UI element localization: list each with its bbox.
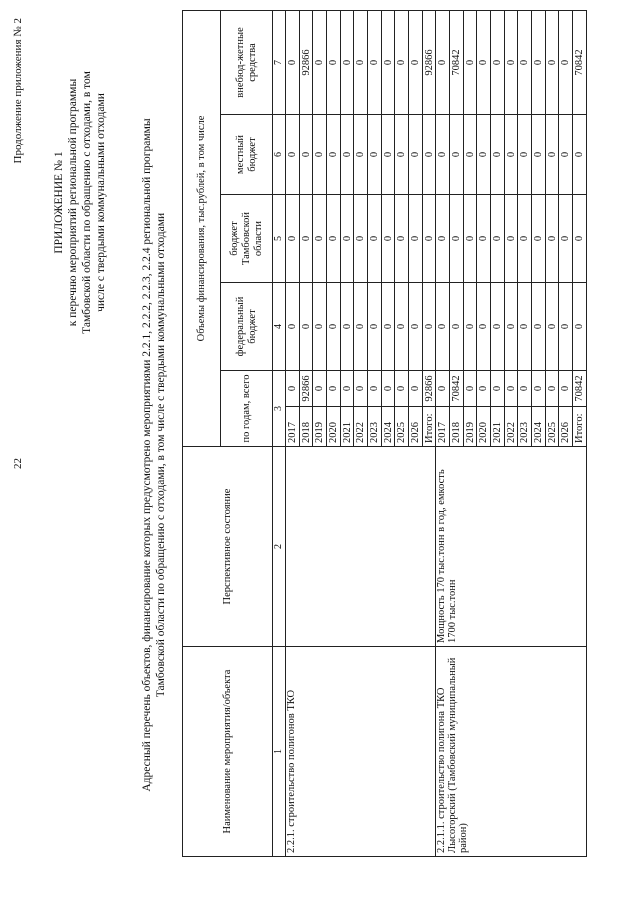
federal-cell: 0 — [491, 283, 505, 371]
regional-cell: 0 — [368, 195, 382, 283]
federal-cell: 0 — [299, 283, 313, 371]
regional-cell: 0 — [313, 195, 327, 283]
page-number: 22 — [12, 458, 24, 469]
local-cell: 0 — [340, 115, 354, 195]
year-cell: 2017 — [436, 407, 450, 447]
year-cell: Итого: — [573, 407, 587, 447]
local-cell: 0 — [477, 115, 491, 195]
federal-cell: 0 — [436, 283, 450, 371]
header-local: местный бюджет — [221, 115, 273, 195]
federal-cell: 0 — [477, 283, 491, 371]
local-cell: 0 — [491, 115, 505, 195]
federal-cell: 0 — [368, 283, 382, 371]
total-cell: 0 — [559, 371, 573, 407]
federal-cell: 0 — [463, 283, 477, 371]
heading-line: Тамбовской области по обращению с отходами, в том числе с твердыми коммунальными отходами — [155, 212, 167, 698]
year-cell: 2023 — [368, 407, 382, 447]
year-cell: Итого: — [422, 407, 436, 447]
federal-cell: 0 — [518, 283, 532, 371]
total-cell: 0 — [368, 371, 382, 407]
federal-cell: 0 — [340, 283, 354, 371]
extra-cell: 0 — [409, 10, 423, 114]
extra-cell: 0 — [368, 10, 382, 114]
federal-cell: 0 — [381, 283, 395, 371]
local-cell: 0 — [463, 115, 477, 195]
appendix-block — [52, 20, 108, 385]
total-cell: 0 — [463, 371, 477, 407]
federal-cell: 0 — [354, 283, 368, 371]
federal-cell: 0 — [504, 283, 518, 371]
year-cell: 2019 — [463, 407, 477, 447]
federal-cell: 0 — [559, 283, 573, 371]
extra-cell: 0 — [354, 10, 368, 114]
document-heading — [140, 45, 168, 865]
heading-line: Адресный перечень объектов, финансирование которых предусмотрено мероприятиями 2.2.1, 2.2.2, 2.2.3, 2.2.4 региональной программы — [141, 118, 153, 792]
local-cell: 0 — [559, 115, 573, 195]
regional-cell: 0 — [545, 195, 559, 283]
federal-cell: 0 — [545, 283, 559, 371]
year-cell: 2018 — [450, 407, 464, 447]
local-cell: 0 — [545, 115, 559, 195]
extra-cell: 0 — [395, 10, 409, 114]
year-cell: 2022 — [354, 407, 368, 447]
local-cell: 0 — [409, 115, 423, 195]
extra-cell: 0 — [545, 10, 559, 114]
local-cell: 0 — [395, 115, 409, 195]
index-cell: 5 — [273, 195, 286, 283]
regional-cell: 0 — [395, 195, 409, 283]
extra-cell: 0 — [286, 10, 300, 114]
regional-cell: 0 — [436, 195, 450, 283]
total-cell: 0 — [504, 371, 518, 407]
federal-cell: 0 — [532, 283, 546, 371]
funding-table — [182, 10, 587, 857]
regional-cell: 0 — [477, 195, 491, 283]
total-cell: 0 — [395, 371, 409, 407]
regional-cell: 0 — [299, 195, 313, 283]
year-cell: 2017 — [286, 407, 300, 447]
year-cell: 2021 — [491, 407, 505, 447]
total-cell: 0 — [313, 371, 327, 407]
year-cell: 2026 — [409, 407, 423, 447]
year-cell: 2018 — [299, 407, 313, 447]
extra-cell: 92866 — [299, 10, 313, 114]
extra-cell: 0 — [518, 10, 532, 114]
year-cell: 2026 — [559, 407, 573, 447]
federal-cell: 0 — [422, 283, 436, 371]
total-cell: 0 — [532, 371, 546, 407]
total-cell: 0 — [436, 371, 450, 407]
object-name: 2.2.1. строительство полигонов ТКО — [286, 647, 436, 857]
federal-cell: 0 — [395, 283, 409, 371]
total-cell: 0 — [354, 371, 368, 407]
header-funding: Объемы финансирования, тыс.рублей, в том числе — [183, 10, 221, 446]
regional-cell: 0 — [286, 195, 300, 283]
regional-cell: 0 — [504, 195, 518, 283]
year-cell: 2024 — [532, 407, 546, 447]
extra-cell: 70842 — [450, 10, 464, 114]
appendix-title: ПРИЛОЖЕНИЕ № 1 — [53, 151, 65, 254]
index-cell: 7 — [273, 10, 286, 114]
total-cell: 92866 — [422, 371, 436, 407]
table-row — [436, 10, 450, 856]
header-name: Наименование мероприятия/объекта — [183, 647, 273, 857]
regional-cell: 0 — [381, 195, 395, 283]
total-cell: 0 — [286, 371, 300, 407]
federal-cell: 0 — [409, 283, 423, 371]
header-regional: бюджет Тамбовской области — [221, 195, 273, 283]
regional-cell: 0 — [450, 195, 464, 283]
total-cell: 70842 — [573, 371, 587, 407]
extra-cell: 0 — [436, 10, 450, 114]
regional-cell: 0 — [532, 195, 546, 283]
total-cell: 0 — [491, 371, 505, 407]
continuation-note: Продолжение приложения № 2 — [12, 18, 24, 164]
regional-cell: 0 — [491, 195, 505, 283]
extra-cell: 0 — [477, 10, 491, 114]
header-extra: внебюд-жетные средства — [221, 10, 273, 114]
regional-cell: 0 — [518, 195, 532, 283]
total-cell: 92866 — [299, 371, 313, 407]
extra-cell: 0 — [504, 10, 518, 114]
year-cell: 2021 — [340, 407, 354, 447]
local-cell: 0 — [422, 115, 436, 195]
index-cell: 4 — [273, 283, 286, 371]
total-cell: 0 — [327, 371, 341, 407]
extra-cell: 0 — [327, 10, 341, 114]
total-cell: 0 — [381, 371, 395, 407]
local-cell: 0 — [327, 115, 341, 195]
total-cell: 0 — [477, 371, 491, 407]
index-cell: 3 — [273, 371, 286, 447]
local-cell: 0 — [368, 115, 382, 195]
regional-cell: 0 — [409, 195, 423, 283]
local-cell: 0 — [354, 115, 368, 195]
extra-cell: 92866 — [422, 10, 436, 114]
local-cell: 0 — [436, 115, 450, 195]
object-state: Мощность 170 тыс.тонн в год, емкость 1700 тыс.тонн — [436, 447, 587, 647]
appendix-line: Тамбовской области по обращению с отходами, в том — [81, 71, 93, 334]
regional-cell: 0 — [340, 195, 354, 283]
federal-cell: 0 — [450, 283, 464, 371]
table-body — [286, 10, 587, 856]
year-cell: 2025 — [395, 407, 409, 447]
federal-cell: 0 — [327, 283, 341, 371]
local-cell: 0 — [532, 115, 546, 195]
total-cell: 0 — [545, 371, 559, 407]
extra-cell: 70842 — [573, 10, 587, 114]
total-cell: 0 — [518, 371, 532, 407]
total-cell: 70842 — [450, 371, 464, 407]
regional-cell: 0 — [422, 195, 436, 283]
header-federal: федеральный бюджет — [221, 283, 273, 371]
index-cell: 2 — [273, 447, 286, 647]
year-cell: 2019 — [313, 407, 327, 447]
header-state: Перспективное состояние — [183, 447, 273, 647]
regional-cell: 0 — [354, 195, 368, 283]
local-cell: 0 — [504, 115, 518, 195]
year-cell: 2025 — [545, 407, 559, 447]
extra-cell: 0 — [340, 10, 354, 114]
federal-cell: 0 — [573, 283, 587, 371]
year-cell: 2020 — [477, 407, 491, 447]
local-cell: 0 — [381, 115, 395, 195]
extra-cell: 0 — [532, 10, 546, 114]
index-cell: 6 — [273, 115, 286, 195]
regional-cell: 0 — [463, 195, 477, 283]
extra-cell: 0 — [491, 10, 505, 114]
local-cell: 0 — [573, 115, 587, 195]
extra-cell: 0 — [313, 10, 327, 114]
federal-cell: 0 — [286, 283, 300, 371]
year-cell: 2023 — [518, 407, 532, 447]
local-cell: 0 — [518, 115, 532, 195]
local-cell: 0 — [313, 115, 327, 195]
appendix-line: числе с твердыми коммунальными отходами — [95, 93, 107, 312]
year-cell: 2020 — [327, 407, 341, 447]
year-cell: 2022 — [504, 407, 518, 447]
local-cell: 0 — [299, 115, 313, 195]
object-state — [286, 447, 436, 647]
local-cell: 0 — [450, 115, 464, 195]
header-total: по годам, всего — [221, 371, 273, 447]
appendix-line: к перечню мероприятий региональной программы — [67, 78, 79, 327]
extra-cell: 0 — [381, 10, 395, 114]
total-cell: 0 — [340, 371, 354, 407]
regional-cell: 0 — [327, 195, 341, 283]
year-cell: 2024 — [381, 407, 395, 447]
total-cell: 0 — [409, 371, 423, 407]
extra-cell: 0 — [463, 10, 477, 114]
local-cell: 0 — [286, 115, 300, 195]
federal-cell: 0 — [313, 283, 327, 371]
regional-cell: 0 — [573, 195, 587, 283]
regional-cell: 0 — [559, 195, 573, 283]
extra-cell: 0 — [559, 10, 573, 114]
index-cell: 1 — [273, 647, 286, 857]
object-name: 2.2.1.1. строительство полигона ТКО Лысогорский (Тамбовский муниципальный район) — [436, 647, 587, 857]
table-row — [286, 10, 300, 856]
